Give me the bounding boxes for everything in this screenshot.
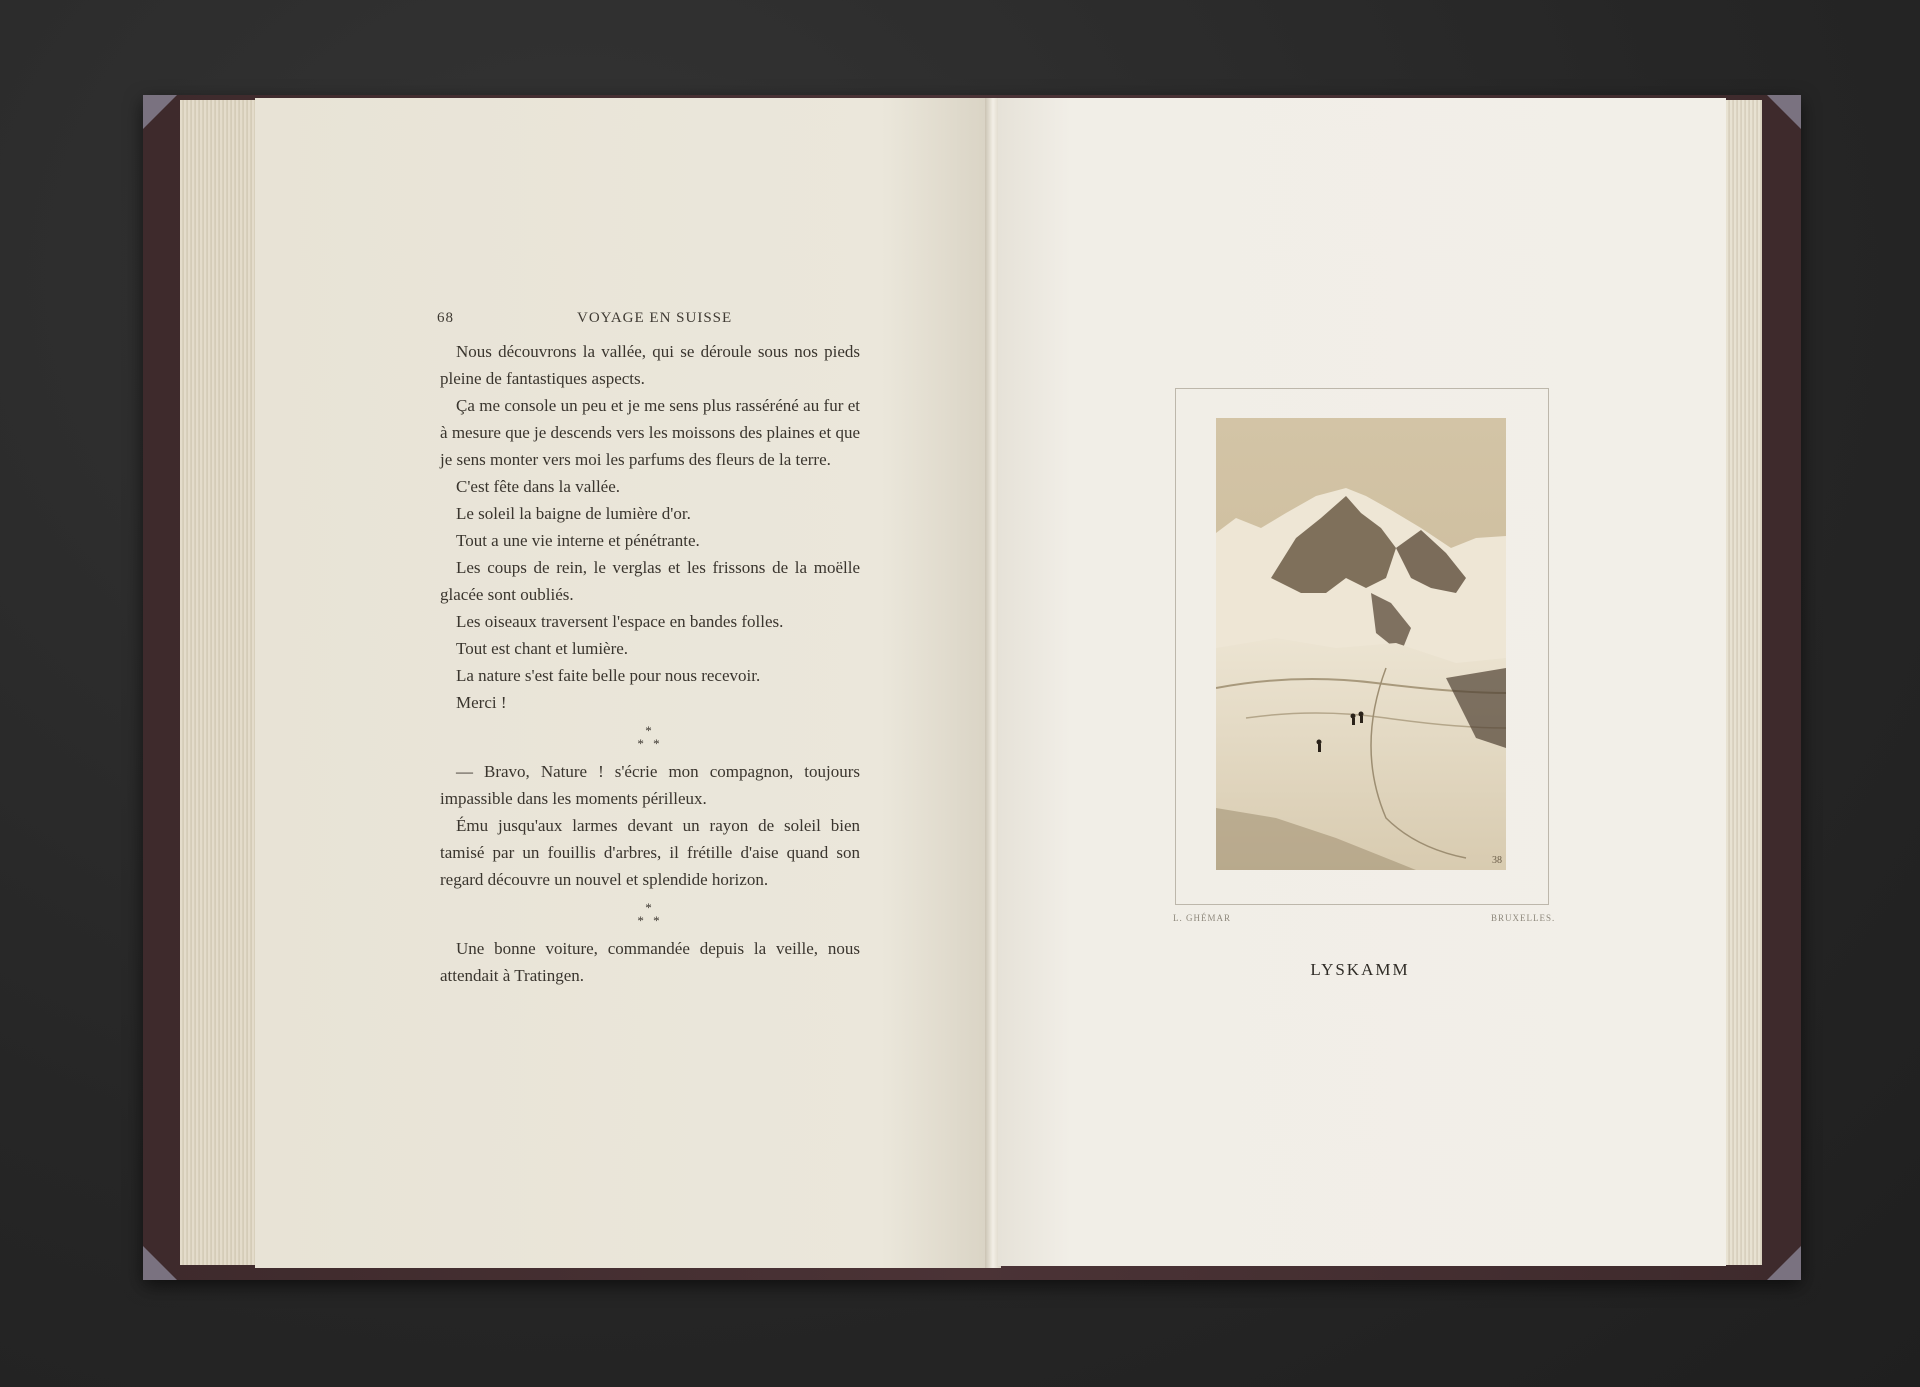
asterism-separator: * * * <box>637 900 663 928</box>
paragraph: Merci ! <box>456 693 507 712</box>
paragraph: Une bonne voiture, commandée depuis la veille, nous attendait à Tratingen. <box>440 939 860 985</box>
running-title: VOYAGE EN SUISSE <box>577 310 733 326</box>
paragraph: — Bravo, Nature ! s'écrie mon compagnon, toujours impassible dans les moments périlleux. <box>440 762 860 808</box>
paragraph: Tout est chant et lumière. <box>456 639 629 658</box>
photographer-credit: L. GHÉMAR <box>1173 913 1231 923</box>
page-number: 68 <box>437 310 454 326</box>
location-credit: BRUXELLES. <box>1491 913 1556 923</box>
paragraph: Ému jusqu'aux larmes devant un rayon de soleil bien tamisé par un fouillis d'arbres, il frétille d'aise quand son regard découvre un nouvel et splendide horizon. <box>440 816 860 889</box>
plate-caption: LYSKAMM <box>1310 960 1410 979</box>
paragraph: C'est fête dans la vallée. <box>456 477 621 496</box>
page-edges-right <box>1722 100 1762 1265</box>
plate-number: 38 <box>1492 855 1502 866</box>
paragraph: La nature s'est faite belle pour nous recevoir. <box>456 666 761 685</box>
mountain-photograph <box>1216 418 1506 870</box>
paragraph: Les coups de rein, le verglas et les frissons de la moëlle glacée sont oubliés. <box>440 558 860 604</box>
paragraph: Les oiseaux traversent l'espace en bandes folles. <box>456 612 784 631</box>
paragraph: Nous découvrons la vallée, qui se déroule sous nos pieds pleine de fantastiques aspects. <box>440 342 860 388</box>
asterism-separator: * * * <box>637 723 663 751</box>
paragraph: Ça me console un peu et je me sens plus rasséréné au fur et à mesure que je descends vers les moissons des plaines et que je sens monter vers moi les parfums des fleurs de la terre. <box>440 396 860 469</box>
body-text <box>440 338 860 989</box>
page-edges-left <box>180 100 260 1265</box>
paragraph: Le soleil la baigne de lumière d'or. <box>456 504 691 523</box>
paragraph: Tout a une vie interne et pénétrante. <box>456 531 700 550</box>
